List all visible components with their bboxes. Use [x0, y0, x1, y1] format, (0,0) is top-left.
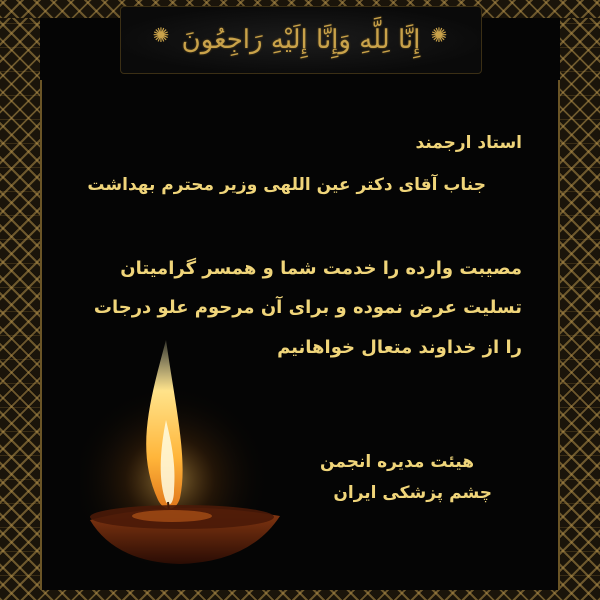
- addressee: جناب آقای دکتر عین اللهی وزیر محترم بهداشت: [87, 175, 486, 195]
- signature-line: چشم پزشکی ایران: [333, 483, 492, 503]
- rosette-icon: ✺: [152, 23, 170, 47]
- ornamental-border-right: [560, 0, 600, 600]
- rosette-icon: ✺: [430, 23, 448, 47]
- ornamental-border-left: [0, 0, 40, 600]
- salutation: استاد ارجمند: [415, 133, 522, 153]
- message-line: مصیبت وارده را خدمت شما و همسر گرامیتان: [120, 258, 522, 279]
- message-line: تسلیت عرض نموده و برای آن مرحوم علو درجات: [93, 297, 522, 318]
- signature-line: هیئت مدیره انجمن: [320, 452, 474, 472]
- ornamental-border-bottom: [0, 590, 600, 600]
- candle-icon: [80, 330, 290, 570]
- calligraphy-text: إِنَّا لِلَّهِ وَإِنَّا إِلَيْهِ رَاجِعُونَ: [181, 25, 421, 55]
- message-line: را از خداوند متعال خواهانیم: [277, 337, 522, 358]
